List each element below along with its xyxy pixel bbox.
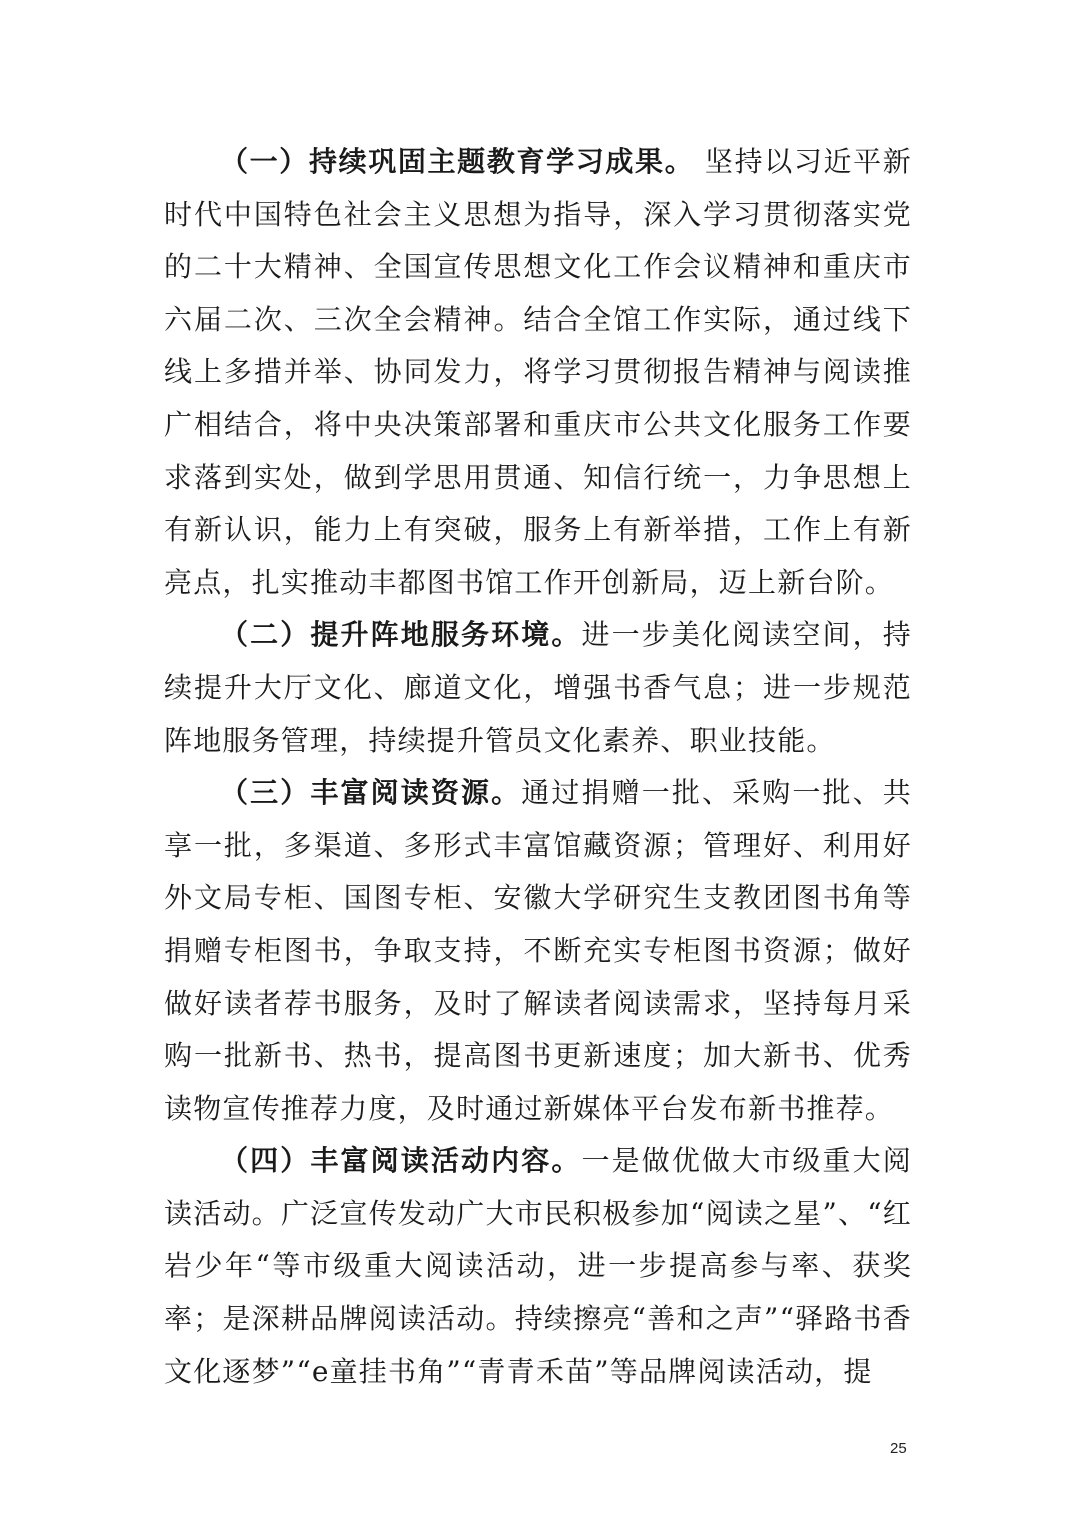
paragraph-2 (164, 609, 912, 767)
paragraph-2-heading: （二）提升阵地服务环境。 (220, 618, 582, 652)
paragraph-1-heading: （一）持续巩固主题教育学习成果。 (220, 145, 695, 178)
paragraph-4-heading: （四）丰富阅读活动内容。 (220, 1144, 582, 1178)
paragraph-2-body: 进一步美化阅读空间，持续提升大厅文化、廊道文化，增强书香气息；进一步规范阵地服务管理，持续提升管员文化素养、职业技能。 (164, 618, 913, 757)
paragraph-3 (164, 767, 912, 1135)
paragraph-3-heading: （三）丰富阅读资源。 (220, 776, 522, 810)
paragraph-4 (164, 1135, 912, 1398)
paragraph-3-body: 通过捐赠一批、采购一批、共享一批，多渠道、多形式丰富馆藏资源；管理好、利用好外文局专柜、国图专柜、安徽大学研究生支教团图书角等捐赠专柜图书，争取支持，不断充实专柜图书资源；做好做好读者荐书服务，及时了解读者阅读需求，坚持每月采购一批新书、热书，提高图书更新速度；加大新书、优秀读物宣传推荐力度，及时通过新媒体平台发布新书推荐。 (164, 776, 912, 1125)
document-body (164, 136, 912, 1398)
paragraph-1-body: 坚持以习近平新时代中国特色社会主义思想为指导，深入学习贯彻落实党的二十大精神、全国宣传思想文化工作会议精神和重庆市六届二次、三次全会精神。结合全馆工作实际，通过线下线上多措并举、协同发力，将学习贯彻报告精神与阅读推广相结合，将中央决策部署和重庆市公共文化服务工作要求落到实处，做到学思用贯通、知信行统一，力争思想上有新认识，能力上有突破，服务上有新举措，工作上有新亮点，扎实推动丰都图书馆工作开创新局，迈上新台阶。 (164, 145, 913, 599)
page-number: 25 (890, 1440, 907, 1457)
paragraph-1 (164, 136, 912, 609)
paragraph-4-body: 一是做优做大市级重大阅读活动。广泛宣传发动广大市民积极参加“阅读之星”、“红岩少年“等市级重大阅读活动，进一步提高参与率、获奖率；是深耕品牌阅读活动。持续擦亮“善和之声”“驿路书香 文化逐梦”“e童挂书角”“青青禾苗”等品牌阅读活动，提 (164, 1144, 913, 1388)
